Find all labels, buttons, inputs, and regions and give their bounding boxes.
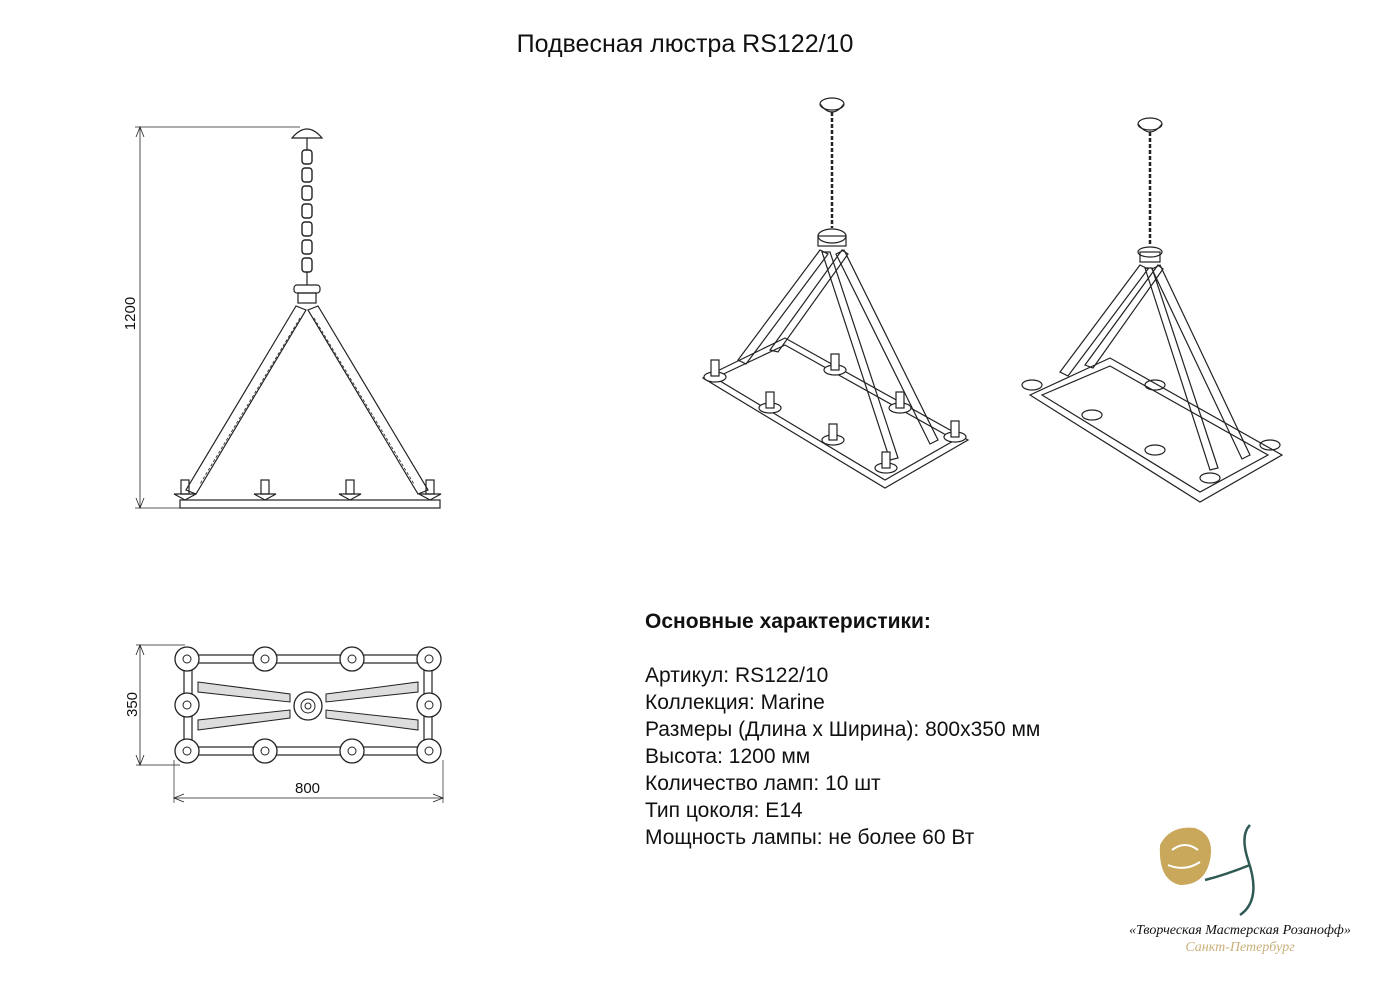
spec-article: Артикул: RS122/10: [645, 664, 829, 687]
spec-size: Размеры (Длина х Ширина): 800х350 мм: [645, 718, 1041, 741]
logo-company-name: «Творческая Мастерская Розанофф»: [1129, 923, 1351, 938]
top-view-drawing: [136, 645, 443, 803]
isometric-view-1: [703, 98, 968, 488]
width-dimension-label: 350: [124, 691, 142, 718]
front-view-drawing: [135, 127, 441, 508]
height-dimension-label: 1200: [122, 296, 140, 331]
spec-lamp-count: Количество ламп: 10 шт: [645, 772, 881, 795]
logo-city: Санкт-Петербург: [1185, 940, 1295, 955]
spec-power: Мощность лампы: не более 60 Вт: [645, 826, 975, 849]
specs-heading: Основные характеристики:: [645, 610, 931, 633]
spec-height: Высота: 1200 мм: [645, 745, 811, 768]
logo-caption: [1100, 922, 1380, 956]
page-title: Подвесная люстра RS122/10: [516, 30, 854, 58]
logo-mark: [1160, 825, 1254, 915]
spec-socket: Тип цоколя: E14: [645, 799, 803, 822]
specifications: [645, 608, 1040, 851]
isometric-view-2: [1022, 118, 1282, 502]
length-dimension-label: 800: [295, 780, 321, 797]
spec-collection: Коллекция: Marine: [645, 691, 825, 714]
